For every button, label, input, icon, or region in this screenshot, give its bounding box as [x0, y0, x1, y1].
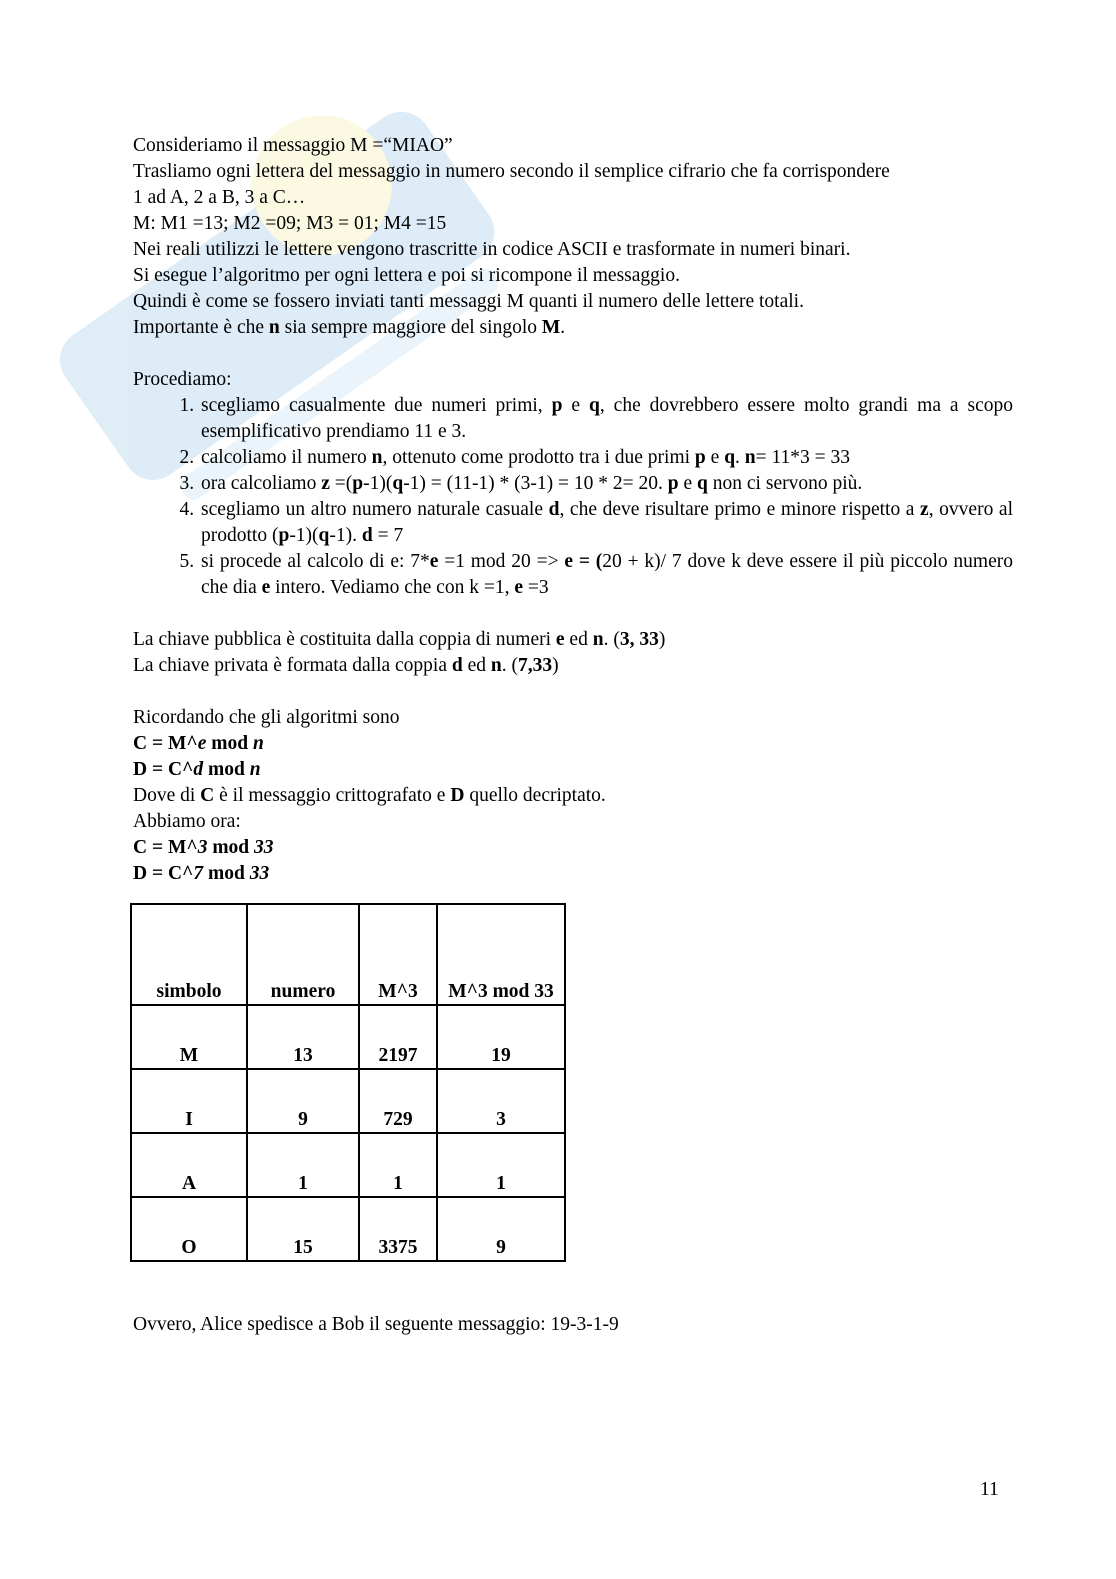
- table-cell: A: [131, 1133, 247, 1197]
- private-key-line: La chiave privata è formata dalla coppia d ed n. (7,33): [133, 655, 559, 676]
- encrypt-formula-numeric: C = M^3 mod 33: [133, 837, 274, 858]
- table-cell: 9: [437, 1197, 565, 1261]
- table-cell: 1: [247, 1133, 359, 1197]
- table-row: [131, 1005, 565, 1069]
- public-key-line: La chiave pubblica è costituita dalla coppia di numeri e ed n. (3, 33): [133, 629, 666, 650]
- table-cell: 19: [437, 1005, 565, 1069]
- intro-line-2: Trasliamo ogni lettera del messaggio in numero secondo il semplice cifrario che fa corrispondere: [133, 161, 890, 182]
- now-label: Abbiamo ora:: [133, 811, 241, 832]
- decrypt-formula-numeric: D = C^7 mod 33: [133, 863, 270, 884]
- step-3: 3. ora calcoliamo z =(p-1)(q-1) = (11-1) * (3-1) = 10 * 2= 20. p e q non ci servono più.: [199, 471, 1013, 497]
- table-row: [131, 1069, 565, 1133]
- table-row: [131, 1197, 565, 1261]
- step-1: 1. scegliamo casualmente due numeri primi, p e q, che dovrebbero essere molto grandi ma a scopo esemplificativo prendiamo 11 e 3.: [199, 393, 1013, 445]
- intro-line-7: Quindi è come se fossero inviati tanti messaggi M quanti il numero delle lettere totali.: [133, 291, 804, 312]
- procedure-steps: [133, 393, 1013, 601]
- encryption-table: [130, 903, 566, 1262]
- step-2: 2. calcoliamo il numero n, ottenuto come prodotto tra i due primi p e q. n= 11*3 = 33: [199, 445, 1013, 471]
- table-cell: 729: [359, 1069, 437, 1133]
- step-4: 4. scegliamo un altro numero naturale casuale d, che deve risultare primo e minore rispetto a z, ovvero al prodotto (p-1)(q-1). d = 7: [199, 497, 1013, 549]
- encrypt-formula: C = M^e mod n: [133, 733, 264, 754]
- page-number: 11: [980, 1479, 999, 1500]
- header-cell: M^3 mod 33: [437, 904, 565, 1005]
- table-row: [131, 1133, 565, 1197]
- formula-explanation: Dove di C è il messaggio crittografato e D quello decriptato.: [133, 785, 606, 806]
- header-cell: M^3: [359, 904, 437, 1005]
- procedure-title: Procediamo:: [133, 369, 232, 390]
- page-content: [133, 133, 1013, 887]
- table-cell: 3375: [359, 1197, 437, 1261]
- intro-line-5: Nei reali utilizzi le lettere vengono trascritte in codice ASCII e trasformate in numeri binari.: [133, 239, 851, 260]
- intro-line-3: 1 ad A, 2 a B, 3 a C…: [133, 187, 306, 208]
- table-header-row: [131, 904, 565, 1005]
- table-cell: 13: [247, 1005, 359, 1069]
- intro-line-8: Importante è che n sia sempre maggiore del singolo M.: [133, 317, 566, 338]
- decrypt-formula: D = C^d mod n: [133, 759, 261, 780]
- intro-line-4: M: M1 =13; M2 =09; M3 = 01; M4 =15: [133, 213, 447, 234]
- header-cell: numero: [247, 904, 359, 1005]
- step-5: 5. si procede al calcolo di e: 7*e =1 mod 20 => e = (20 + k)/ 7 dove k deve essere il più piccolo numero che dia e intero. Vediamo che con k =1, e =3: [199, 549, 1013, 601]
- table-cell: 9: [247, 1069, 359, 1133]
- table-cell: 15: [247, 1197, 359, 1261]
- table-cell: 1: [359, 1133, 437, 1197]
- table-cell: O: [131, 1197, 247, 1261]
- table-cell: 3: [437, 1069, 565, 1133]
- table-cell: I: [131, 1069, 247, 1133]
- algorithms-intro: Ricordando che gli algoritmi sono: [133, 707, 400, 728]
- table-cell: 2197: [359, 1005, 437, 1069]
- intro-line-6: Si esegue l’algoritmo per ogni lettera e poi si ricompone il messaggio.: [133, 265, 680, 286]
- intro-line-1: Consideriamo il messaggio M =“MIAO”: [133, 135, 453, 156]
- table-cell: M: [131, 1005, 247, 1069]
- closing-message: Ovvero, Alice spedisce a Bob il seguente messaggio: 19-3-1-9: [133, 1313, 619, 1335]
- header-cell: simbolo: [131, 904, 247, 1005]
- table-cell: 1: [437, 1133, 565, 1197]
